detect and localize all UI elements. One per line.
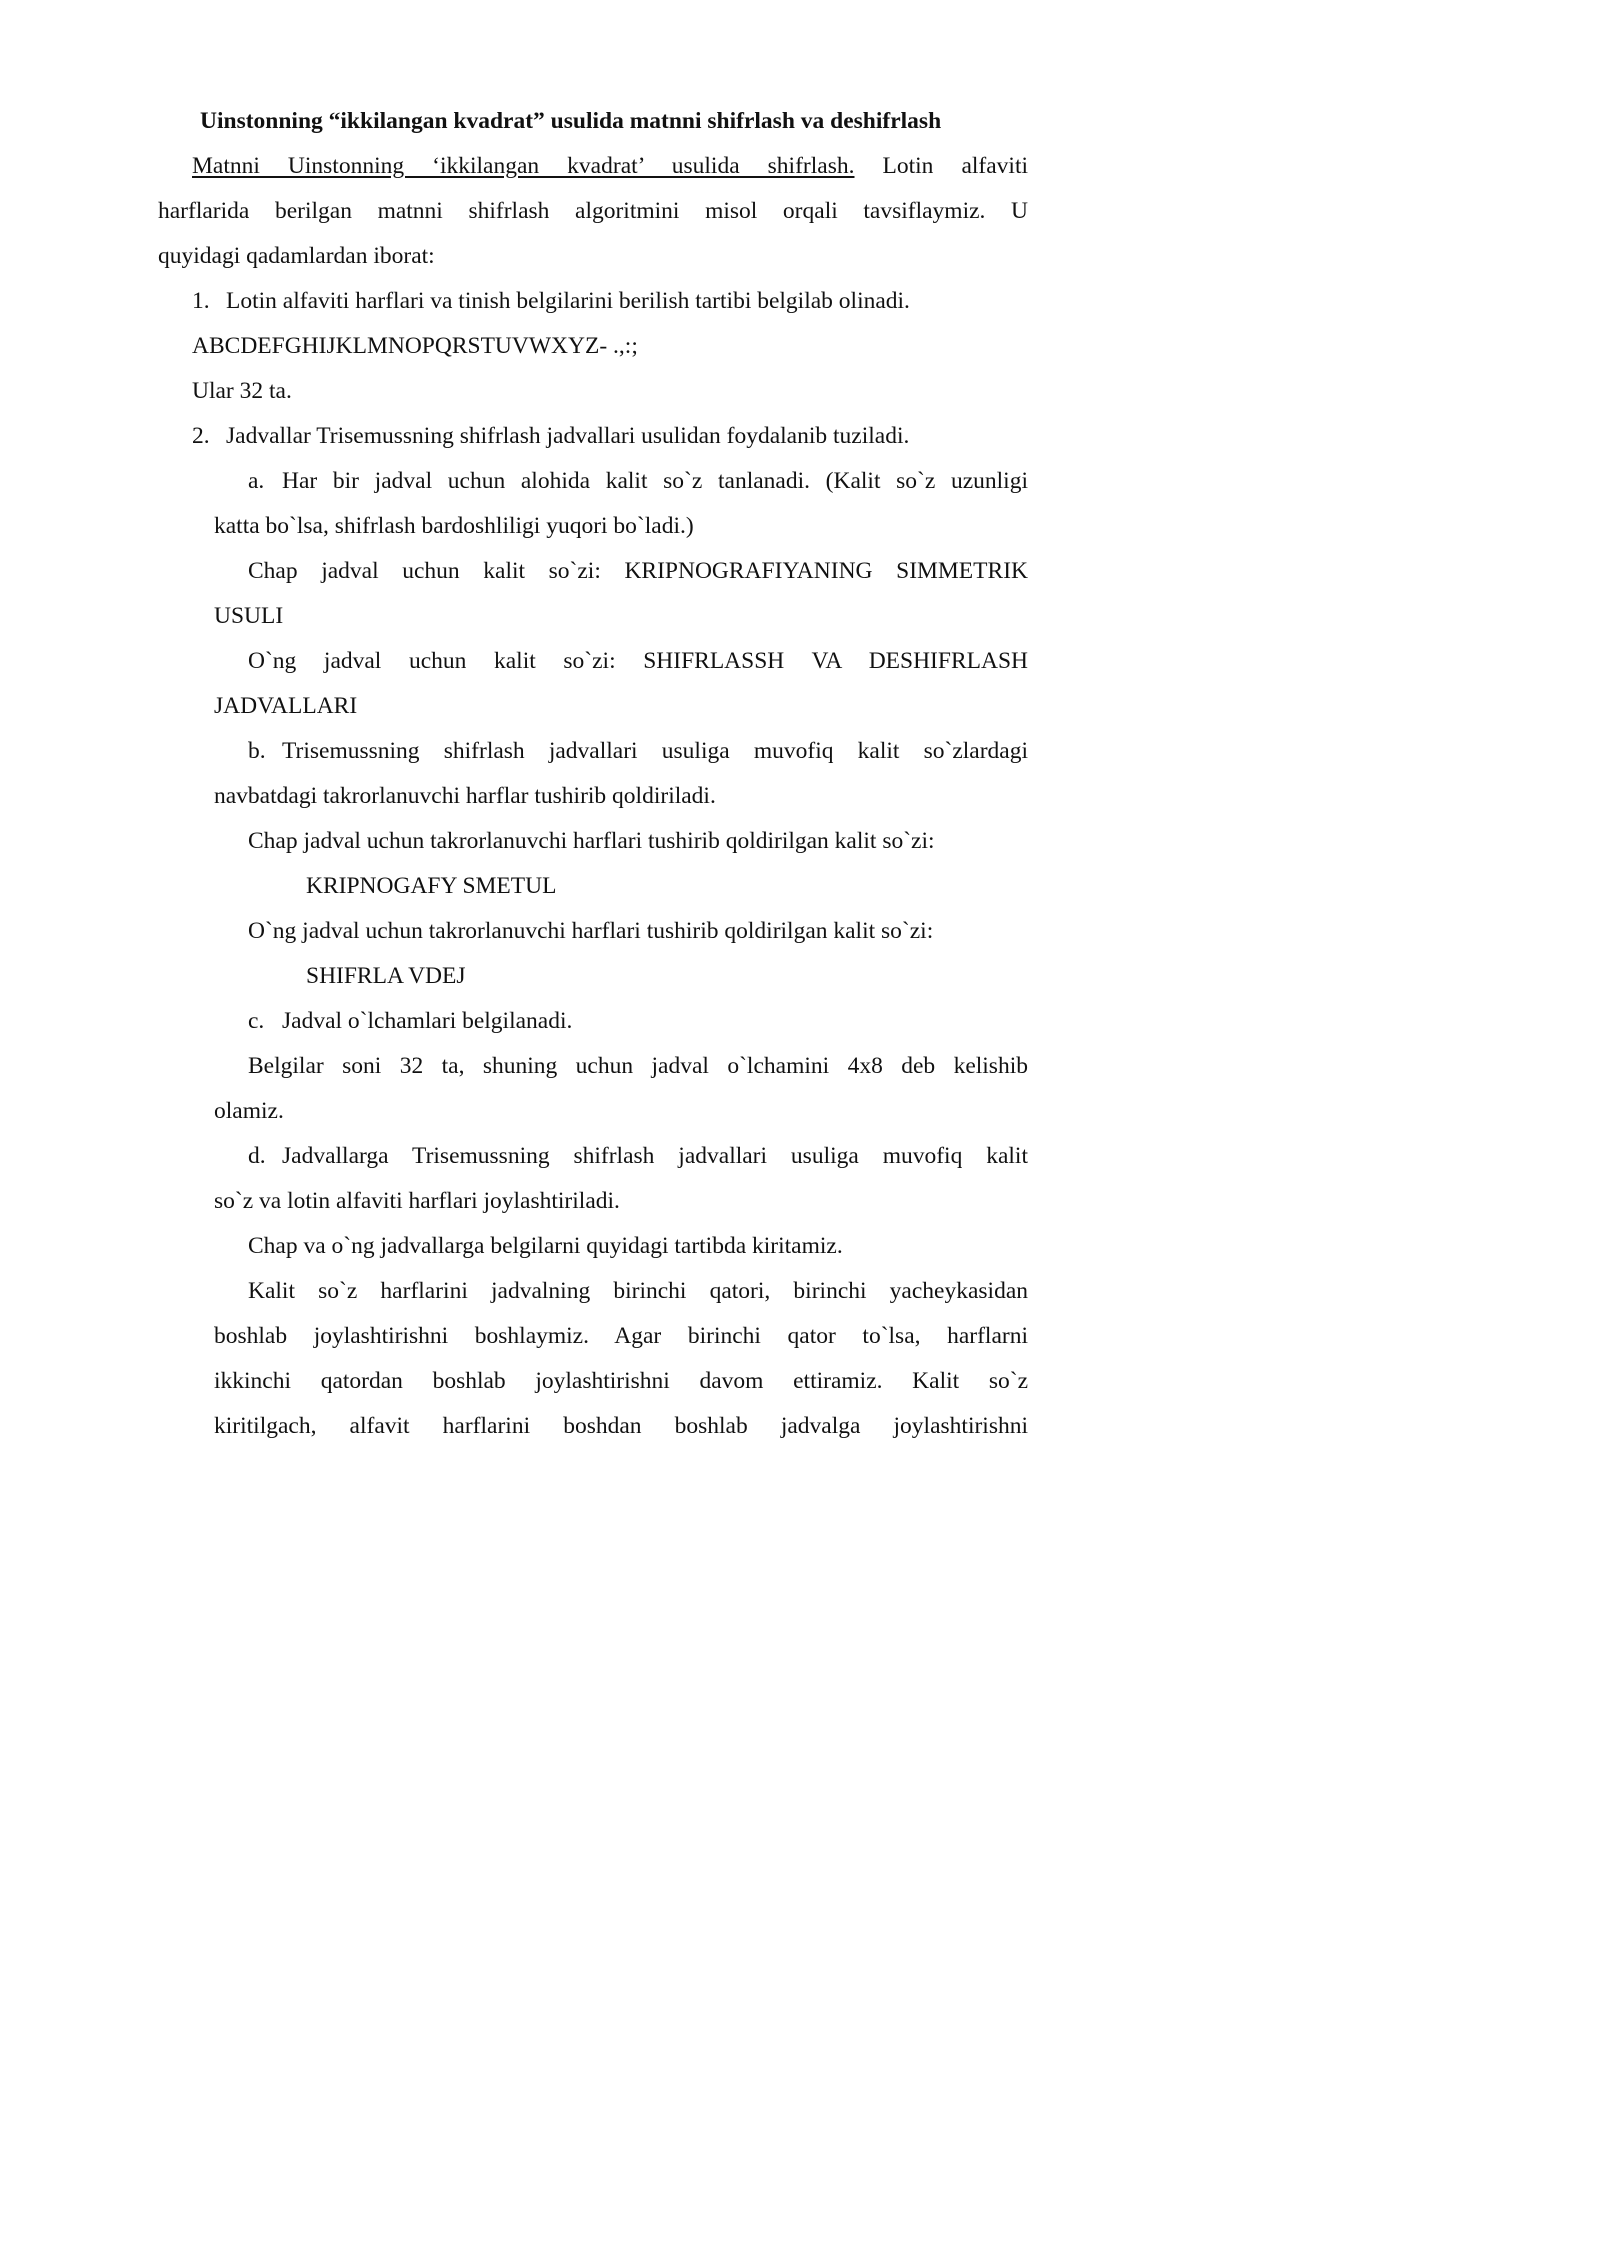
- step-2-marker: 2.: [192, 423, 210, 449]
- left-key-line-2: USULI: [214, 603, 284, 629]
- intro-line-2: harflarida berilgan matnni shifrlash algoritmini misol orqali tavsiflaymiz. U: [158, 198, 1028, 224]
- placement-line-2: boshlab joylashtirishni boshlaymiz. Agar birinchi qator to`lsa, harflarni: [214, 1323, 1028, 1349]
- sub-c-line-2: olamiz.: [214, 1098, 284, 1124]
- alphabet-line: ABCDEFGHIJKLMNOPQRSTUVWXYZ- .,:;: [192, 333, 638, 359]
- step-1-marker: 1.: [192, 288, 210, 314]
- sub-b-line-2: navbatdagi takrorlanuvchi harflar tushirib qoldiriladi.: [214, 783, 716, 809]
- intro-line-3: quyidagi qadamlardan iborat:: [158, 243, 435, 269]
- sub-d-line-2: so`z va lotin alfaviti harflari joylashtiriladi.: [214, 1188, 620, 1214]
- left-reduced-label: Chap jadval uchun takrorlanuvchi harflari tushirib qoldirilgan kalit so`zi:: [248, 828, 935, 854]
- sub-c-line-1: Belgilar soni 32 ta, shuning uchun jadval o`lchamini 4x8 deb kelishib: [248, 1053, 1028, 1079]
- sub-a-line-2: katta bo`lsa, shifrlash bardoshliligi yuqori bo`ladi.): [214, 513, 694, 539]
- order-line: Chap va o`ng jadvallarga belgilarni quyidagi tartibda kiritamiz.: [248, 1233, 843, 1259]
- right-reduced-label: O`ng jadval uchun takrorlanuvchi harflari tushirib qoldirilgan kalit so`zi:: [248, 918, 934, 944]
- left-key-line-1: Chap jadval uchun kalit so`zi: KRIPNOGRAFIYANING SIMMETRIK: [248, 558, 1028, 584]
- sub-d-line-1: Jadvallarga Trisemussning shifrlash jadvallari usuliga muvofiq kalit: [282, 1143, 1028, 1169]
- document-page: [0, 0, 1100, 1555]
- sub-c-text: Jadval o`lchamlari belgilanadi.: [282, 1008, 573, 1034]
- sub-c-marker: c.: [248, 1008, 265, 1034]
- sub-d-marker: d.: [248, 1143, 266, 1169]
- sub-a-line-1: Har bir jadval uchun alohida kalit so`z tanlanadi. (Kalit so`z uzunligi: [282, 468, 1028, 494]
- right-key-line-1: O`ng jadval uchun kalit so`zi: SHIFRLASSH VA DESHIFRLASH: [248, 648, 1028, 674]
- document-title: Uinstonning “ikkilangan kvadrat” usulida matnni shifrlash va deshifrlash: [200, 108, 942, 134]
- step-2-text: Jadvallar Trisemussning shifrlash jadvallari usulidan foydalanib tuziladi.: [226, 423, 910, 449]
- step-1-text: Lotin alfaviti harflari va tinish belgilarini berilish tartibi belgilab olinadi.: [226, 288, 910, 314]
- intro-line-1: [192, 151, 1028, 181]
- left-reduced-key: KRIPNOGAFY SMETUL: [306, 873, 557, 899]
- section-heading: Matnni Uinstonning ‘ikkilangan kvadrat’ usulida shifrlash.: [192, 153, 855, 179]
- sub-a-marker: a.: [248, 468, 265, 494]
- placement-line-1: Kalit so`z harflarini jadvalning birinchi qatori, birinchi yacheykasidan: [248, 1278, 1028, 1304]
- right-key-line-2: JADVALLARI: [214, 693, 358, 719]
- placement-line-3: ikkinchi qatordan boshlab joylashtirishni davom ettiramiz. Kalit so`z: [214, 1368, 1028, 1394]
- placement-line-4: kiritilgach, alfavit harflarini boshdan boshlab jadvalga joylashtirishni: [214, 1413, 1028, 1439]
- sub-b-marker: b.: [248, 738, 266, 764]
- intro-line-1-rest: Lotin alfaviti: [882, 153, 1029, 179]
- right-reduced-key: SHIFRLA VDEJ: [306, 963, 466, 989]
- sub-b-line-1: Trisemussning shifrlash jadvallari usuliga muvofiq kalit so`zlardagi: [282, 738, 1028, 764]
- alphabet-count: Ular 32 ta.: [192, 378, 292, 404]
